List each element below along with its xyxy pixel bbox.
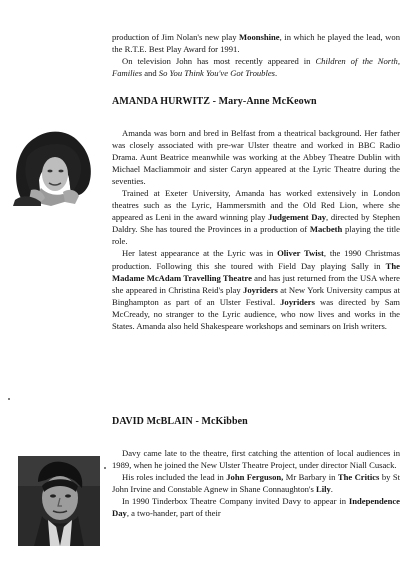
intro-paragraph-1: production of Jim Nolan's new play Moonshine, in which he played the lead, won the R.T.E. Best Play Award for 1991. (112, 32, 400, 55)
amanda-paragraph-1: Amanda was born and bred in Belfast from a theatrical background. Her father was closely associated with pre-war Ulster theatre and worked in BBC Radio Drama. Aunt Beatrice meanwhile was working at the Abbey Theatre Dublin with Michael Macliammoir and sister Caryn appeared at the Lyric Theatre during the seventies. (112, 128, 400, 187)
intro-text (112, 31, 400, 79)
david-paragraph-3: In 1990 Tinderbox Theatre Company invited Davy to appear in Independence Day, a two-hander, part of their (112, 496, 400, 519)
print-speck (104, 467, 106, 469)
intro-paragraph-2: On television John has most recently appeared in Children of the North, Families and So You Think You've Got Troubles. (112, 56, 400, 79)
david-portrait-image (18, 456, 100, 546)
david-paragraph-2: His roles included the lead in John Ferguson, Mr Barbary in The Critics by St John Irvine and Constable Agnew in Shane Connaughton's Lily. (112, 472, 400, 495)
amanda-portrait-image (11, 128, 97, 206)
amanda-paragraph-3: Her latest appearance at the Lyric was in Oliver Twist, the 1990 Christmas production. Following this she toured with Field Day playing Sally in The Madame McAdam Travelling Theatre and has just returned from the USA where she appeared in Christina Reid's play Joyriders at New York University campus at Binghampton as part of an Ulster Festival. Joyriders was directed by Sam McCready, no stranger to the Lyric audience, who now lives and works in the States. Amanda also held Shakespeare workshops and seminars on Irish writers. (112, 248, 401, 331)
amanda-paragraph-2: Trained at Exeter University, Amanda has worked extensively in London theatres such as the Lyric, Hammersmith and the Old Red Lion, where she appeared as Leni in the award winning play Judgement Day, directed by Stephen Daldry. She has toured the Provinces in a production of Macbeth playing the title role. (112, 188, 401, 247)
david-mcblain-heading: DAVID McBLAIN - McKibben (112, 416, 248, 427)
print-speck (8, 398, 10, 400)
david-biography (112, 447, 400, 519)
david-paragraph-1: Davy came late to the theatre, first catching the attention of local audiences in 1989, when he joined the New Ulster Theatre Project, under director Niall Cusack. (112, 448, 400, 471)
amanda-hurwitz-heading: AMANDA HURWITZ - Mary-Anne McKeown (112, 96, 317, 107)
amanda-biography (112, 127, 400, 332)
